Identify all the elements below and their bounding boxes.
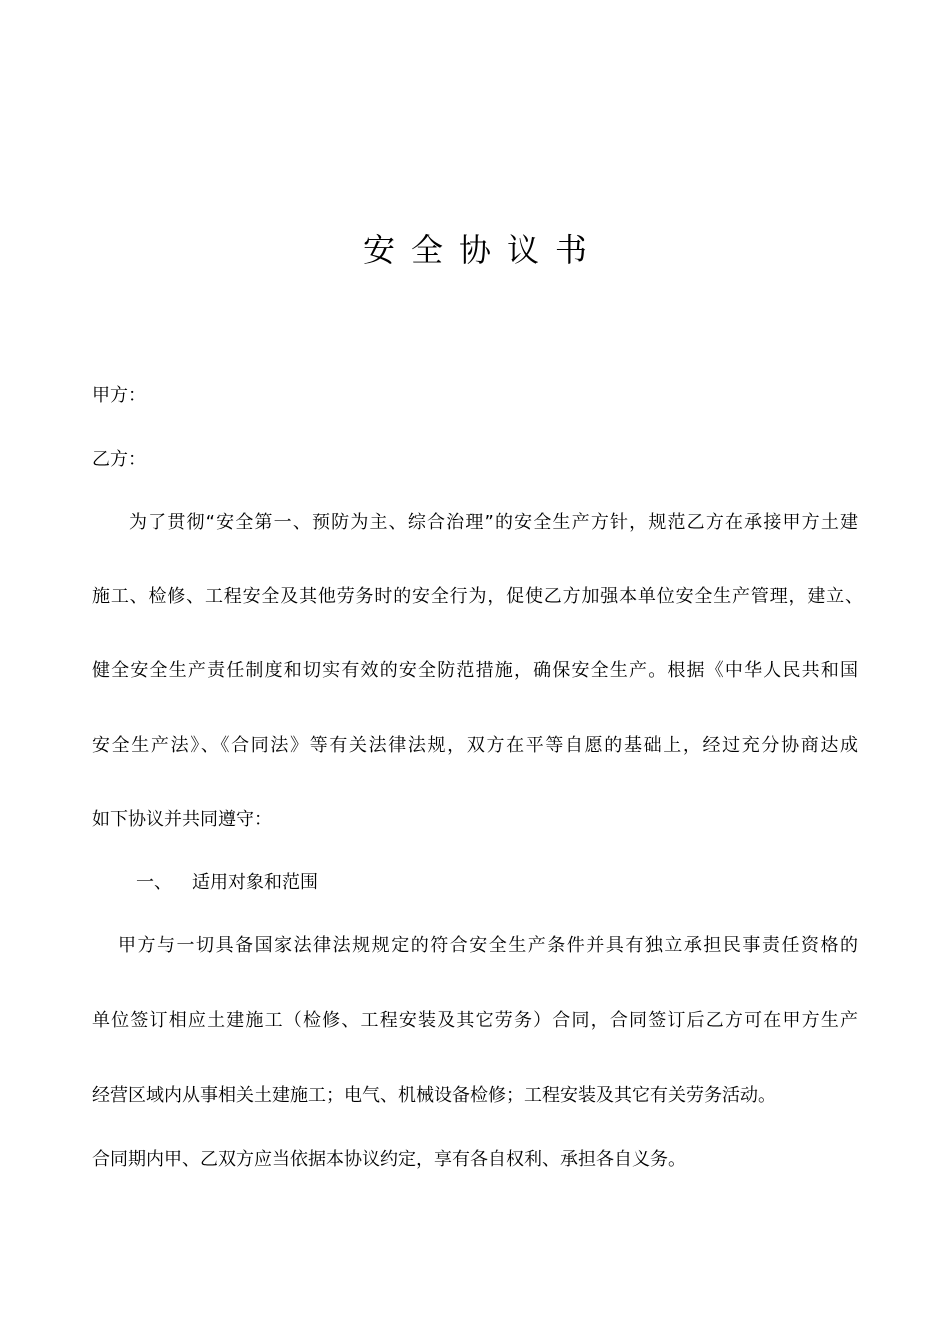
section-1-line-2: 单位签订相应土建施工（检修、工程安装及其它劳务）合同，合同签订后乙方可在甲方生产	[92, 1010, 858, 1031]
section-1-title: 适用对象和范围	[192, 872, 318, 893]
intro-line-4: 安全生产法》、《合同法》等有关法律法规，双方在平等自愿的基础上，经过充分协商达成	[92, 735, 858, 756]
intro-line-5: 如下协议并共同遵守：	[92, 809, 272, 830]
intro-line-3: 健全安全生产责任制度和切实有效的安全防范措施，确保安全生产。根据《中华人民共和国	[92, 660, 858, 681]
section-1-line-3: 经营区域内从事相关土建施工；电气、机械设备检修；工程安装及其它有关劳务活动。	[92, 1085, 776, 1106]
intro-line-1: 为了贯彻“安全第一、预防为主、综合治理”的安全生产方针，规范乙方在承接甲方土建	[129, 512, 858, 533]
document-title: 安全协议书	[362, 231, 603, 269]
intro-line-2: 施工、检修、工程安全及其他劳务时的安全行为，促使乙方加强本单位安全生产管理，建立、	[92, 586, 863, 607]
party-a-label: 甲方：	[92, 385, 146, 406]
section-1-heading	[136, 870, 318, 896]
section-1-line-4: 合同期内甲、乙双方应当依据本协议约定，享有各自权利、承担各自义务。	[92, 1149, 686, 1170]
party-b-label: 乙方：	[92, 449, 146, 470]
section-1-number: 一、	[136, 872, 172, 893]
section-1-line-1: 甲方与一切具备国家法律法规规定的符合安全生产条件并具有独立承担民事责任资格的	[118, 935, 858, 956]
